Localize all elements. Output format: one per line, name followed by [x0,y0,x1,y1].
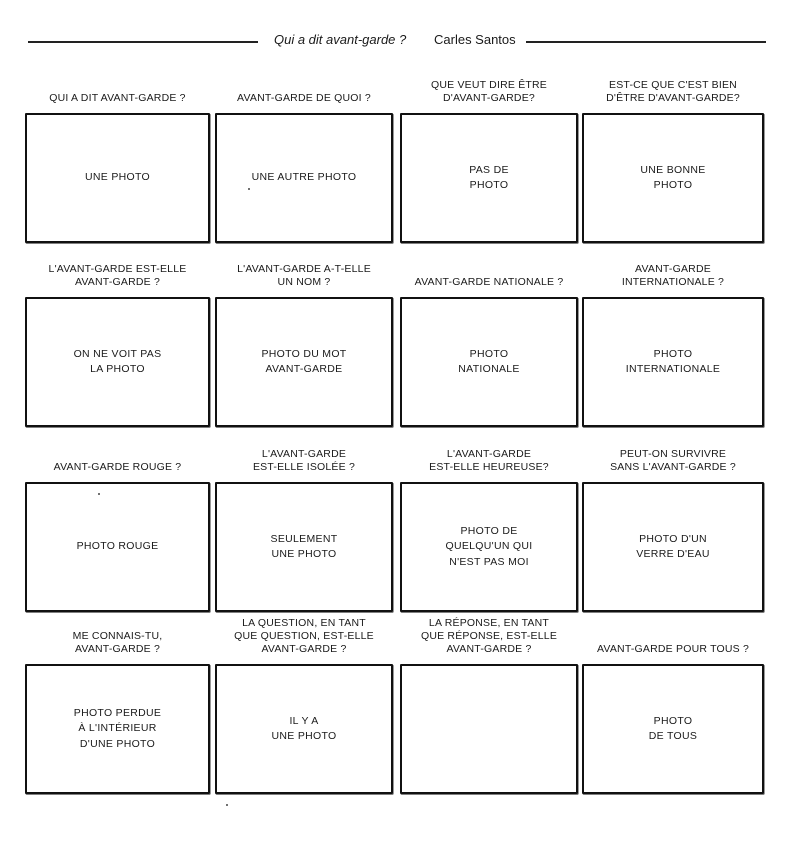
photo-caption: PHOTO PERDUE À L'INTÉRIEUR D'UNE PHOTO [73,706,162,750]
photo-caption: PHOTO DU MOT AVANT-GARDE [261,347,347,375]
header-author: Carles Santos [434,32,516,47]
question-text: L'AVANT-GARDE EST-ELLE AVANT-GARDE ? [48,263,187,288]
question-label [400,414,578,474]
question-label [582,45,764,105]
question-label [25,45,210,105]
photo-frame [400,482,578,612]
question-text: L'AVANT-GARDE EST-ELLE HEUREUSE? [429,448,549,473]
speck [248,188,250,190]
photo-caption: PHOTO DE QUELQU'UN QUI N'EST PAS MOI [445,524,533,568]
photo-caption: UNE AUTRE PHOTO [251,171,357,184]
photo-frame [25,297,210,427]
question-text: AVANT-GARDE POUR TOUS ? [596,643,750,655]
photo-frame [215,297,393,427]
photo-frame [25,664,210,794]
photo-caption: SEULEMENT UNE PHOTO [270,532,338,560]
question-text: LA QUESTION, EN TANT QUE QUESTION, EST-ELLE AVANT-GARDE ? [234,617,374,655]
question-label [582,229,764,289]
question-label [25,229,210,289]
question-label [25,414,210,474]
photo-frame [400,113,578,243]
question-text: AVANT-GARDE DE QUOI ? [237,92,371,104]
question-label [215,414,393,474]
question-text: AVANT-GARDE ROUGE ? [53,461,182,473]
photo-caption: PHOTO INTERNATIONALE [625,347,721,375]
question-label [215,45,393,105]
photo-frame [25,482,210,612]
photo-caption: PHOTO ROUGE [76,540,159,553]
photo-frame [215,113,393,243]
photo-caption: PHOTO DE TOUS [648,714,698,742]
question-label [215,229,393,289]
header-rule-left [28,41,258,43]
photo-frame [582,664,764,794]
photo-caption: ON NE VOIT PAS LA PHOTO [73,347,162,375]
question-text: ME CONNAIS-TU, AVANT-GARDE ? [72,630,163,655]
photo-caption: PHOTO D'UN VERRE D'EAU [636,532,710,560]
question-label [25,596,210,656]
photo-caption: IL Y A UNE PHOTO [271,714,337,742]
photo-caption: PHOTO NATIONALE [458,347,520,375]
question-text: EST-CE QUE C'EST BIEN D'ÊTRE D'AVANT-GARDE? [606,79,740,104]
question-text: L'AVANT-GARDE A-T-ELLE UN NOM ? [237,263,371,288]
photo-frame [582,297,764,427]
question-label [400,229,578,289]
photo-frame [582,482,764,612]
question-label [215,596,393,656]
question-text: QUI A DIT AVANT-GARDE ? [49,92,186,104]
photo-caption: PAS DE PHOTO [469,163,509,191]
photo-caption: UNE BONNE PHOTO [640,163,706,191]
question-label [400,596,578,656]
question-text: AVANT-GARDE INTERNATIONALE ? [621,263,725,288]
photo-frame [582,113,764,243]
question-label [582,414,764,474]
photo-frame [215,664,393,794]
question-text: PEUT-ON SURVIVRE SANS L'AVANT-GARDE ? [610,448,736,473]
photo-frame [400,664,578,794]
header-title: Qui a dit avant-garde ? [274,32,407,47]
speck [226,804,228,806]
question-text: LA RÉPONSE, EN TANT QUE RÉPONSE, EST-ELLE AVANT-GARDE ? [420,617,558,655]
question-label [582,596,764,656]
speck [98,493,100,495]
photo-frame [215,482,393,612]
photo-frame [25,113,210,243]
question-text: QUE VEUT DIRE ÊTRE D'AVANT-GARDE? [430,79,547,104]
header-rule-right [526,41,766,43]
question-label [400,45,578,105]
photo-frame [400,297,578,427]
question-text: L'AVANT-GARDE EST-ELLE ISOLÉE ? [252,448,356,473]
question-text: AVANT-GARDE NATIONALE ? [414,276,564,288]
photo-caption: UNE PHOTO [85,171,150,184]
